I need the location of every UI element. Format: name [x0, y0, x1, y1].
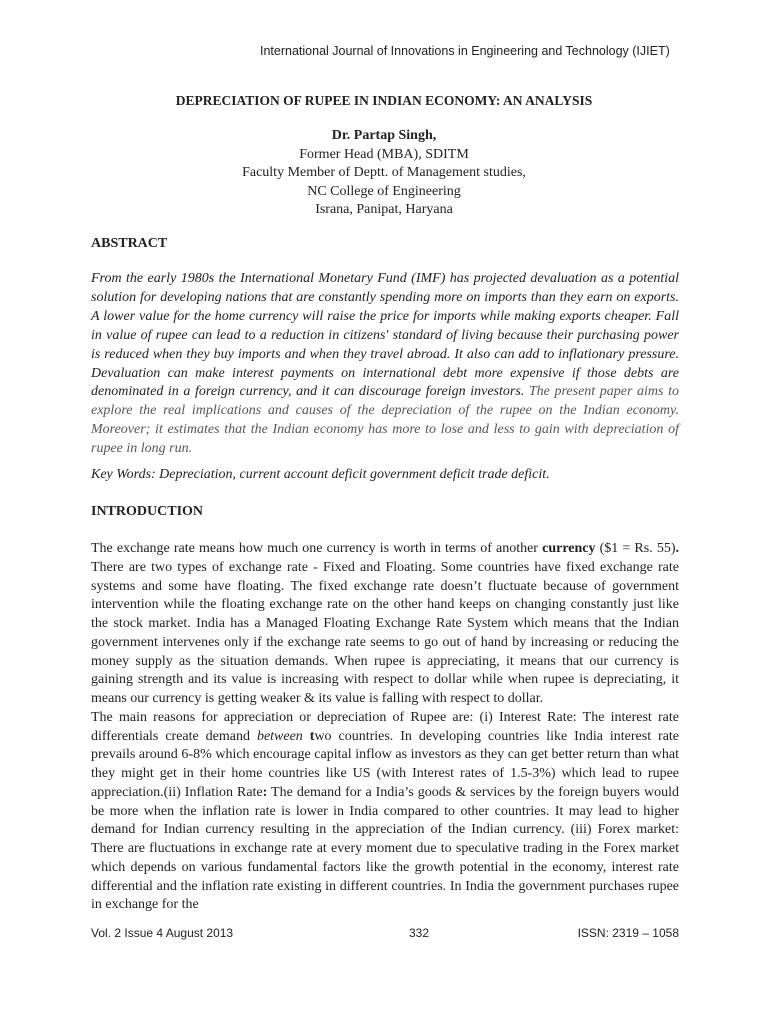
text-run: The demand for a India’s goods & services by the foreign buyers would be more when the inflation rate is lower in India compared to other countries. It may lead to higher demand for Indian currency resulting in the appreciation of the Indian currency. (iii) Forex market: There are fluctuations in exchange rate at every moment due to speculative trading in the Forex market which depends on various fundamental factors like the growth potential in the economy, interest rate differential and the inflation rate existing in different countries. In India the government purchases rupee in exchange for the [91, 784, 679, 913]
text-run-bold: currency [542, 541, 596, 556]
author-block [0, 127, 768, 220]
affiliation-line: NC College of Engineering [307, 183, 461, 199]
intro-paragraph-2 [91, 709, 679, 915]
paper-title: DEPRECIATION OF RUPEE IN INDIAN ECONOMY: AN ANALYSIS [175, 93, 593, 108]
text-run: There are two types of exchange rate - Fixed and Floating. Some countries have fixed exchange rate systems and some have floating. The fixed exchange rate doesn’t fluctuate because of government intervention while the floating exchange rate on the other hand keeps on changing constantly just like the stock market. India has a Managed Floating Exchange Rate System which means that the Indian government intervenes only if the exchange rate seems to go out of hand by increasing or reducing the money supply as the situation demands. When rupee is appreciating, it means that our currency is gaining strength and its value is increasing with respect to dollar while when rupee is depreciating, it means our currency is getting weaker & its value is falling with respect to dollar. [91, 559, 679, 706]
text-run-bold: . [675, 541, 679, 556]
footer-issn: ISSN: 2319 – 1058 [577, 926, 679, 940]
text-run: The main reasons for appreciation or depreciation of Rupee are: (i) Interest Rate: The interest rate differentials create demand [91, 709, 679, 744]
footer-volume: Vol. 2 Issue 4 August 2013 [91, 926, 234, 940]
intro-paragraph-1 [91, 540, 679, 709]
abstract-body [91, 270, 679, 459]
author-name: Dr. Partap Singh, [331, 128, 437, 143]
journal-header: International Journal of Innovations in Engineering and Technology (IJIET) [260, 44, 670, 58]
affiliation-line: Israna, Panipat, Haryana [315, 202, 453, 217]
introduction-heading: INTRODUCTION [91, 504, 204, 519]
text-run [303, 729, 310, 744]
page-footer [91, 926, 679, 942]
abstract-heading: ABSTRACT [91, 236, 168, 251]
text-run: ($1 = Rs. 55) [595, 541, 676, 556]
footer-page-number: 332 [409, 926, 430, 940]
affiliation-line: Former Head (MBA), SDITM [299, 146, 469, 162]
introduction-body [91, 540, 679, 915]
text-run: The exchange rate means how much one currency is worth in terms of another [91, 541, 543, 556]
text-run-bold: : [262, 784, 268, 800]
keywords: Key Words: Depreciation, current account deficit government deficit trade deficit. [91, 467, 550, 482]
abstract-grey-text: The present paper aims to explore the real implications and causes of the depreciation of the rupee on the Indian economy. Moreover; it estimates that the Indian economy has more to lose and less to gain with depreciation of rupee in long run. [91, 384, 679, 457]
text-run: wo countries. In developing countries like India interest rate prevails around 6-8% which encourage capital inflow as investors as they can get better return than what they might get in their home countries like US (with Interest rates of 1.5-3%) which lead to rupee appreciation.(ii) Inflation Rate [91, 728, 680, 800]
affiliation-line: Faculty Member of Deptt. of Management studies, [242, 165, 526, 180]
text-run-italic: between [256, 728, 303, 744]
text-run-bold: t [309, 728, 315, 744]
abstract-main-text: From the early 1980s the International Monetary Fund (IMF) has projected devaluation as a potential solution for developing nations that are constantly spending more on imports than they earn on exports. A lower value for the home currency will raise the price for imports while making exports cheaper. Fall in value of rupee can lead to a reduction in citizens' standard of living because their purchasing power is reduced when they buy imports and when they travel abroad. It also can add to inflationary pressure. Devaluation can make interest payments on international debt more expensive if those debts are denominated in a foreign currency, and it can discourage foreign investors. [91, 271, 679, 400]
